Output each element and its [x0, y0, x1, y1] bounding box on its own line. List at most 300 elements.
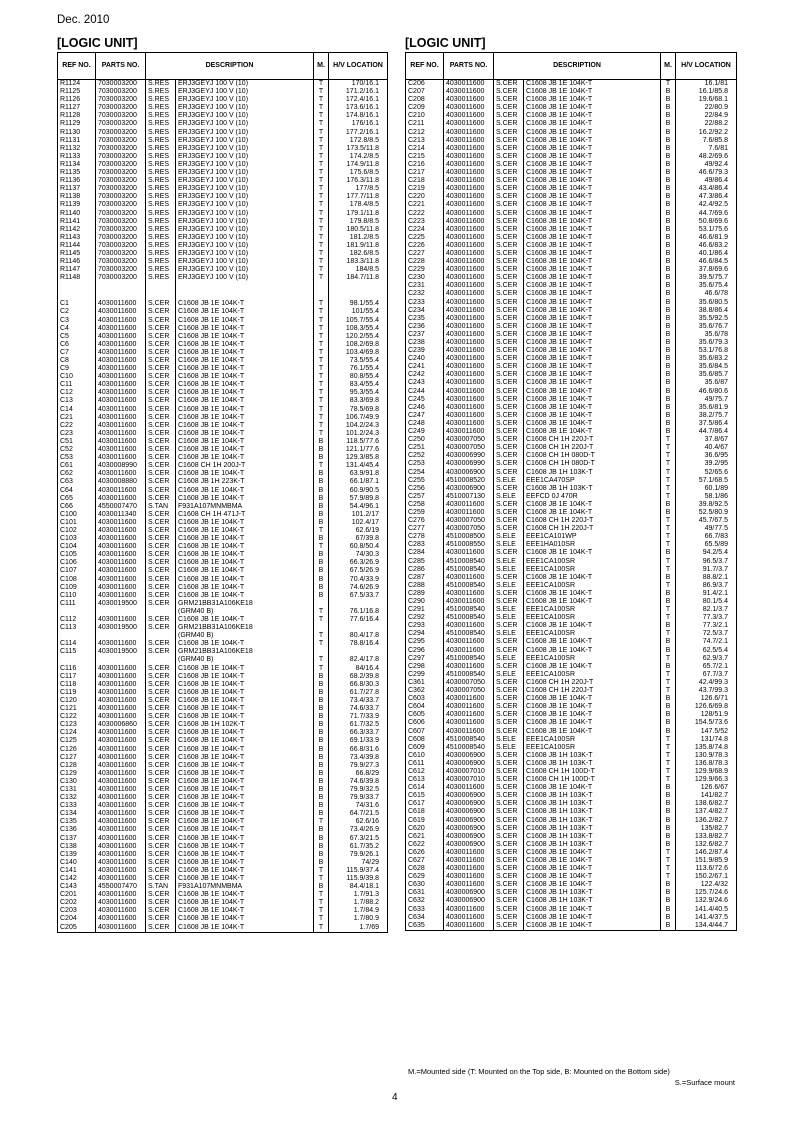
- mounted-side: B: [661, 501, 676, 509]
- table-row: [406, 299, 737, 307]
- table-row: [406, 671, 737, 679]
- table-row: [406, 509, 737, 517]
- mounted-side: T: [314, 406, 329, 414]
- type: S.CER: [494, 153, 524, 161]
- description: EEE1CA100SR: [524, 671, 661, 679]
- type: [146, 282, 176, 291]
- description: C1608 JB 1E 104K-T: [524, 549, 661, 557]
- parts-no: 4030011600: [444, 307, 494, 315]
- description: C1608 JB 1E 104K-T: [524, 703, 661, 711]
- ref-no: C223: [406, 218, 444, 226]
- type: S.CER: [146, 737, 176, 745]
- hv-location: 60.8/50.4: [329, 543, 388, 551]
- table-row: [58, 250, 388, 258]
- table-row: [58, 867, 388, 875]
- hv-location: 67/39.8: [329, 535, 388, 543]
- table-row: [58, 543, 388, 551]
- ref-no: C242: [406, 371, 444, 379]
- hv-location: 137.4/82.7: [676, 808, 737, 816]
- parts-no: 4030011600: [96, 300, 146, 308]
- table-row: [406, 630, 737, 638]
- description: C1608 JB 1E 104K-T: [524, 590, 661, 598]
- table-row: [406, 873, 737, 881]
- document-date: Dec. 2010: [57, 14, 110, 26]
- ref-no: C204: [58, 915, 96, 923]
- hv-location: 61.7/27.8: [329, 689, 388, 697]
- parts-no: 4030011600: [444, 396, 494, 404]
- parts-no: 7030003200: [96, 96, 146, 104]
- parts-no: 4030007050: [444, 436, 494, 444]
- ref-no: C224: [406, 226, 444, 234]
- parts-no: 7030003200: [96, 120, 146, 128]
- hv-location: 46.6/83.2: [676, 242, 737, 250]
- hv-location: 57.9/89.8: [329, 495, 388, 503]
- hv-location: 174.9/11.8: [329, 161, 388, 169]
- parts-no: 4030011600: [444, 145, 494, 153]
- table-row: [58, 786, 388, 794]
- mounted-side: B: [661, 234, 676, 242]
- type: S.RES: [146, 201, 176, 209]
- hv-location: 36.6/95: [676, 452, 737, 460]
- mounted-side: T: [661, 736, 676, 744]
- type: S.CER: [494, 226, 524, 234]
- table-row: [58, 584, 388, 592]
- table-row: [406, 566, 737, 574]
- mounted-side: B: [661, 922, 676, 931]
- table-row: [58, 648, 388, 656]
- hv-location: 181.2/8.5: [329, 234, 388, 242]
- hv-location: 115.9/37.4: [329, 867, 388, 875]
- type: S.CER: [146, 551, 176, 559]
- mounted-side: B: [661, 282, 676, 290]
- table-row: [58, 511, 388, 519]
- type: S.RES: [146, 145, 176, 153]
- mounted-side: B: [661, 695, 676, 703]
- table-row: [406, 541, 737, 549]
- ref-no: C620: [406, 825, 444, 833]
- table-row: [406, 655, 737, 663]
- mounted-side: T: [661, 533, 676, 541]
- ref-no: C622: [406, 841, 444, 849]
- ref-no: C256: [406, 485, 444, 493]
- type: S.CER: [494, 752, 524, 760]
- description: C1608 JB 1E 104K-T: [176, 357, 314, 365]
- hv-location: 60.9/90.5: [329, 487, 388, 495]
- table-row: [406, 112, 737, 120]
- hv-location: 126.6/71: [676, 695, 737, 703]
- table-row: [406, 485, 737, 493]
- mounted-side: B: [661, 355, 676, 363]
- mounted-side: T: [314, 137, 329, 145]
- ref-no: C219: [406, 185, 444, 193]
- mounted-side: T: [314, 129, 329, 137]
- hv-location: [329, 600, 388, 608]
- mounted-side: B: [314, 446, 329, 454]
- ref-no: C7: [58, 349, 96, 357]
- table-row: [406, 460, 737, 468]
- parts-no: 4030011600: [96, 907, 146, 915]
- description: C1608 JB 1E 104K-T: [524, 849, 661, 857]
- type: S.RES: [146, 242, 176, 250]
- mounted-side: B: [661, 404, 676, 412]
- type: S.CER: [494, 388, 524, 396]
- col-parts: PARTS NO.: [444, 53, 494, 80]
- ref-no: C210: [406, 112, 444, 120]
- parts-no: 4030006900: [444, 469, 494, 477]
- ref-no: C240: [406, 355, 444, 363]
- type: S.CER: [494, 881, 524, 889]
- table-row: [58, 454, 388, 462]
- parts-no: 4030019500: [96, 600, 146, 608]
- table-row: [406, 711, 737, 719]
- table-row: [406, 404, 737, 412]
- table-row: [58, 210, 388, 218]
- parts-no: 4030011600: [444, 549, 494, 557]
- parts-no: 4030011600: [96, 495, 146, 503]
- mounted-side: T: [661, 768, 676, 776]
- parts-no: 4030011600: [444, 719, 494, 727]
- parts-no: 7030003200: [96, 137, 146, 145]
- description: C1608 JB 1H 103K-T: [524, 825, 661, 833]
- ref-no: C105: [58, 551, 96, 559]
- description: EEE1CA100SR: [524, 606, 661, 614]
- type: S.CER: [494, 185, 524, 193]
- mounted-side: T: [314, 226, 329, 234]
- hv-location: 37.8/67: [676, 436, 737, 444]
- parts-no: 7030003200: [96, 153, 146, 161]
- hv-location: 102.4/17: [329, 519, 388, 527]
- parts-no: 4030007050: [444, 687, 494, 695]
- table-row: [58, 357, 388, 365]
- parts-no: 4510008540: [444, 736, 494, 744]
- mounted-side: B: [661, 906, 676, 914]
- parts-no: 4030008990: [96, 462, 146, 470]
- table-row: [406, 817, 737, 825]
- type: S.CER: [146, 762, 176, 770]
- parts-no: 4030011600: [96, 519, 146, 527]
- type: S.CER: [146, 495, 176, 503]
- parts-no: 4030006900: [444, 833, 494, 841]
- description: C1608 CH 1H 220J-T: [524, 444, 661, 452]
- parts-no: 4030006900: [444, 792, 494, 800]
- mounted-side: T: [661, 630, 676, 638]
- hv-location: 133.8/82.7: [676, 833, 737, 841]
- mounted-side: T: [661, 582, 676, 590]
- parts-no: 4030011600: [444, 865, 494, 873]
- parts-no: 4030011600: [96, 713, 146, 721]
- parts-no: 4030011600: [444, 234, 494, 242]
- mounted-side: T: [314, 234, 329, 242]
- parts-no: [96, 656, 146, 664]
- hv-location: 83.4/55.4: [329, 381, 388, 389]
- mounted-side: T: [661, 452, 676, 460]
- mounted-side: T: [314, 357, 329, 365]
- mounted-side: T: [314, 177, 329, 185]
- type: S.RES: [146, 120, 176, 128]
- hv-location: 101.2/17: [329, 511, 388, 519]
- table-row: [406, 88, 737, 96]
- table-row: [58, 282, 388, 291]
- ref-no: R1133: [58, 153, 96, 161]
- description: C1608 JB 1E 104K-T: [524, 96, 661, 104]
- parts-no: 4030011600: [444, 96, 494, 104]
- parts-no: 4030011600: [96, 729, 146, 737]
- ref-no: C110: [58, 592, 96, 600]
- mounted-side: B: [661, 307, 676, 315]
- description: C1608 CH 1H 220J-T: [524, 687, 661, 695]
- ref-no: C220: [406, 193, 444, 201]
- ref-no: C221: [406, 201, 444, 209]
- parts-no: 4510007130: [444, 493, 494, 501]
- type: S.ELE: [494, 566, 524, 574]
- type: S.CER: [146, 487, 176, 495]
- hv-location: 122.4/32: [676, 881, 737, 889]
- type: S.CER: [146, 317, 176, 325]
- table-row: [58, 201, 388, 209]
- mounted-side: B: [661, 638, 676, 646]
- parts-no: 4030011600: [444, 388, 494, 396]
- table-row: [58, 317, 388, 325]
- description: C1608 JB 1E 104K-T: [176, 705, 314, 713]
- mounted-side: B: [314, 851, 329, 859]
- type: S.ELE: [494, 558, 524, 566]
- parts-no: 7030003200: [96, 274, 146, 282]
- table-row: [406, 582, 737, 590]
- description: (GRM40 B): [176, 608, 314, 616]
- ref-no: [58, 632, 96, 640]
- parts-no: 4030011600: [444, 218, 494, 226]
- table-row: [58, 713, 388, 721]
- type: S.CER: [146, 446, 176, 454]
- table-row: [406, 760, 737, 768]
- description: EEE1CA100SR: [524, 614, 661, 622]
- hv-location: 132.9/24.6: [676, 897, 737, 905]
- ref-no: C5: [58, 333, 96, 341]
- type: S.CER: [494, 137, 524, 145]
- hv-location: 77.3/2.1: [676, 622, 737, 630]
- type: S.CER: [494, 412, 524, 420]
- hv-location: 37.5/86.4: [676, 420, 737, 428]
- hv-location: 67.5/33.7: [329, 592, 388, 600]
- hv-location: 108.2/69.8: [329, 341, 388, 349]
- hv-location: 181.9/11.8: [329, 242, 388, 250]
- description: C1608 JB 1E 104K-T: [524, 299, 661, 307]
- type: S.TAN: [146, 883, 176, 891]
- mounted-side: T: [314, 96, 329, 104]
- description: C1608 JB 1E 104K-T: [524, 663, 661, 671]
- type: S.CER: [146, 665, 176, 673]
- hv-location: 74/30.3: [329, 551, 388, 559]
- table-row: [58, 373, 388, 381]
- table-row: [406, 841, 737, 849]
- type: S.CER: [494, 428, 524, 436]
- table-row: [406, 833, 737, 841]
- hv-location: 184.7/11.8: [329, 274, 388, 282]
- description: C1608 JB 1H 103K-T: [524, 485, 661, 493]
- parts-no: 4030007050: [444, 679, 494, 687]
- type: S.CER: [494, 711, 524, 719]
- mounted-side: B: [661, 914, 676, 922]
- hv-location: 141/82.7: [676, 792, 737, 800]
- hv-location: 39.5/75.7: [676, 274, 737, 282]
- ref-no: C241: [406, 363, 444, 371]
- table-row: [406, 501, 737, 509]
- ref-no: C611: [406, 760, 444, 768]
- type: S.CER: [146, 681, 176, 689]
- type: S.CER: [146, 365, 176, 373]
- mounted-side: B: [661, 388, 676, 396]
- mounted-side: B: [661, 323, 676, 331]
- parts-no: 4030011600: [444, 299, 494, 307]
- parts-no: 4030011600: [444, 711, 494, 719]
- ref-no: C106: [58, 559, 96, 567]
- mounted-side: B: [661, 88, 676, 96]
- mounted-side: T: [314, 325, 329, 333]
- type: S.CER: [494, 817, 524, 825]
- mounted-side: B: [314, 697, 329, 705]
- parts-no: 4510008540: [444, 671, 494, 679]
- parts-no: 4550007470: [96, 883, 146, 891]
- mounted-side: B: [661, 833, 676, 841]
- hv-location: 77.3/3.7: [676, 614, 737, 622]
- description: C1608 JB 1E 104K-T: [524, 914, 661, 922]
- ref-no: C103: [58, 535, 96, 543]
- mounted-side: T: [661, 541, 676, 549]
- ref-no: C285: [406, 558, 444, 566]
- parts-no: 4030011600: [96, 859, 146, 867]
- description: C1608 JB 1E 104K-T: [176, 786, 314, 794]
- parts-no: 4030007050: [444, 525, 494, 533]
- hv-location: 42.4/99.3: [676, 679, 737, 687]
- ref-no: C244: [406, 388, 444, 396]
- table-row: [58, 843, 388, 851]
- ref-no: C230: [406, 274, 444, 282]
- parts-no: 4030019500: [96, 624, 146, 632]
- ref-no: C138: [58, 843, 96, 851]
- type: S.CER: [146, 414, 176, 422]
- parts-no: 4030011600: [96, 438, 146, 446]
- parts-no: 4030011600: [444, 137, 494, 145]
- ref-no: C299: [406, 671, 444, 679]
- ref-no: R1125: [58, 88, 96, 96]
- description: C1608 JB 1E 104K-T: [176, 584, 314, 592]
- type: S.CER: [494, 663, 524, 671]
- table-row: [406, 193, 737, 201]
- parts-no: 7030003200: [96, 104, 146, 112]
- type: S.CER: [146, 543, 176, 551]
- parts-no: 4510008540: [444, 744, 494, 752]
- parts-no: 7030003200: [96, 242, 146, 250]
- hv-location: 35.6/84.5: [676, 363, 737, 371]
- mounted-side: B: [661, 96, 676, 104]
- ref-no: C142: [58, 875, 96, 883]
- ref-no: C133: [58, 802, 96, 810]
- table-row: [406, 396, 737, 404]
- description: EEE1CA100SR: [524, 744, 661, 752]
- ref-no: C236: [406, 323, 444, 331]
- description: C1608 JB 1E 104K-T: [176, 737, 314, 745]
- table-row: [58, 300, 388, 308]
- parts-no: 4030011600: [96, 584, 146, 592]
- ref-no: R1145: [58, 250, 96, 258]
- ref-no: C111: [58, 600, 96, 608]
- parts-no: 4030011600: [444, 355, 494, 363]
- ref-no: C127: [58, 754, 96, 762]
- mounted-side: T: [661, 671, 676, 679]
- table-row: [58, 851, 388, 859]
- mounted-side: B: [314, 729, 329, 737]
- mounted-side: T: [314, 875, 329, 883]
- mounted-side: T: [314, 422, 329, 430]
- parts-no: 4030011600: [444, 80, 494, 89]
- parts-no: 4030011600: [444, 88, 494, 96]
- ref-no: [58, 282, 96, 291]
- description: C1608 JB 1E 104K-T: [176, 754, 314, 762]
- mounted-side: B: [661, 169, 676, 177]
- type: S.CER: [146, 567, 176, 575]
- ref-no: C277: [406, 525, 444, 533]
- mounted-side: T: [314, 341, 329, 349]
- parts-no: 7030003200: [96, 145, 146, 153]
- type: S.CER: [146, 470, 176, 478]
- mounted-side: B: [661, 412, 676, 420]
- table-row: [406, 428, 737, 436]
- mounted-side: B: [314, 802, 329, 810]
- description: C1608 JB 1E 104K-T: [524, 177, 661, 185]
- type: S.CER: [146, 325, 176, 333]
- type: S.CER: [146, 818, 176, 826]
- ref-no: C613: [406, 776, 444, 784]
- parts-no: 4030011600: [96, 818, 146, 826]
- table-row: [58, 234, 388, 242]
- ref-no: C226: [406, 242, 444, 250]
- parts-no: 4030011600: [96, 567, 146, 575]
- mounted-side: T: [314, 414, 329, 422]
- hv-location: 16.2/92.2: [676, 129, 737, 137]
- table-row: [406, 590, 737, 598]
- ref-no: C61: [58, 462, 96, 470]
- hv-location: 35.6/76.7: [676, 323, 737, 331]
- table-row: [58, 104, 388, 112]
- ref-no: C126: [58, 746, 96, 754]
- mounted-side: B: [661, 396, 676, 404]
- table-row: [58, 365, 388, 373]
- hv-location: 58.1/86: [676, 493, 737, 501]
- type: S.ELE: [494, 477, 524, 485]
- ref-no: C132: [58, 794, 96, 802]
- parts-no: 4030011600: [96, 592, 146, 600]
- mounted-side: T: [661, 849, 676, 857]
- hv-location: 176/16.1: [329, 120, 388, 128]
- parts-no: 4030011600: [96, 681, 146, 689]
- table-row: [58, 600, 388, 608]
- type: S.CER: [146, 527, 176, 535]
- mounted-side: T: [661, 469, 676, 477]
- table-row: [406, 363, 737, 371]
- hv-location: 101.2/24.3: [329, 430, 388, 438]
- hv-location: 49/86.4: [676, 177, 737, 185]
- table-row: [406, 210, 737, 218]
- hv-location: 179.8/8.5: [329, 218, 388, 226]
- description: C1608 JB 1E 104K-T: [524, 274, 661, 282]
- description: C1608 JB 1E 104K-T: [176, 559, 314, 567]
- mounted-side: B: [314, 794, 329, 802]
- table-row: [58, 470, 388, 478]
- parts-no: 4030008880: [96, 478, 146, 486]
- table-row: [58, 810, 388, 818]
- parts-no: 4030011600: [444, 404, 494, 412]
- ref-no: C243: [406, 379, 444, 387]
